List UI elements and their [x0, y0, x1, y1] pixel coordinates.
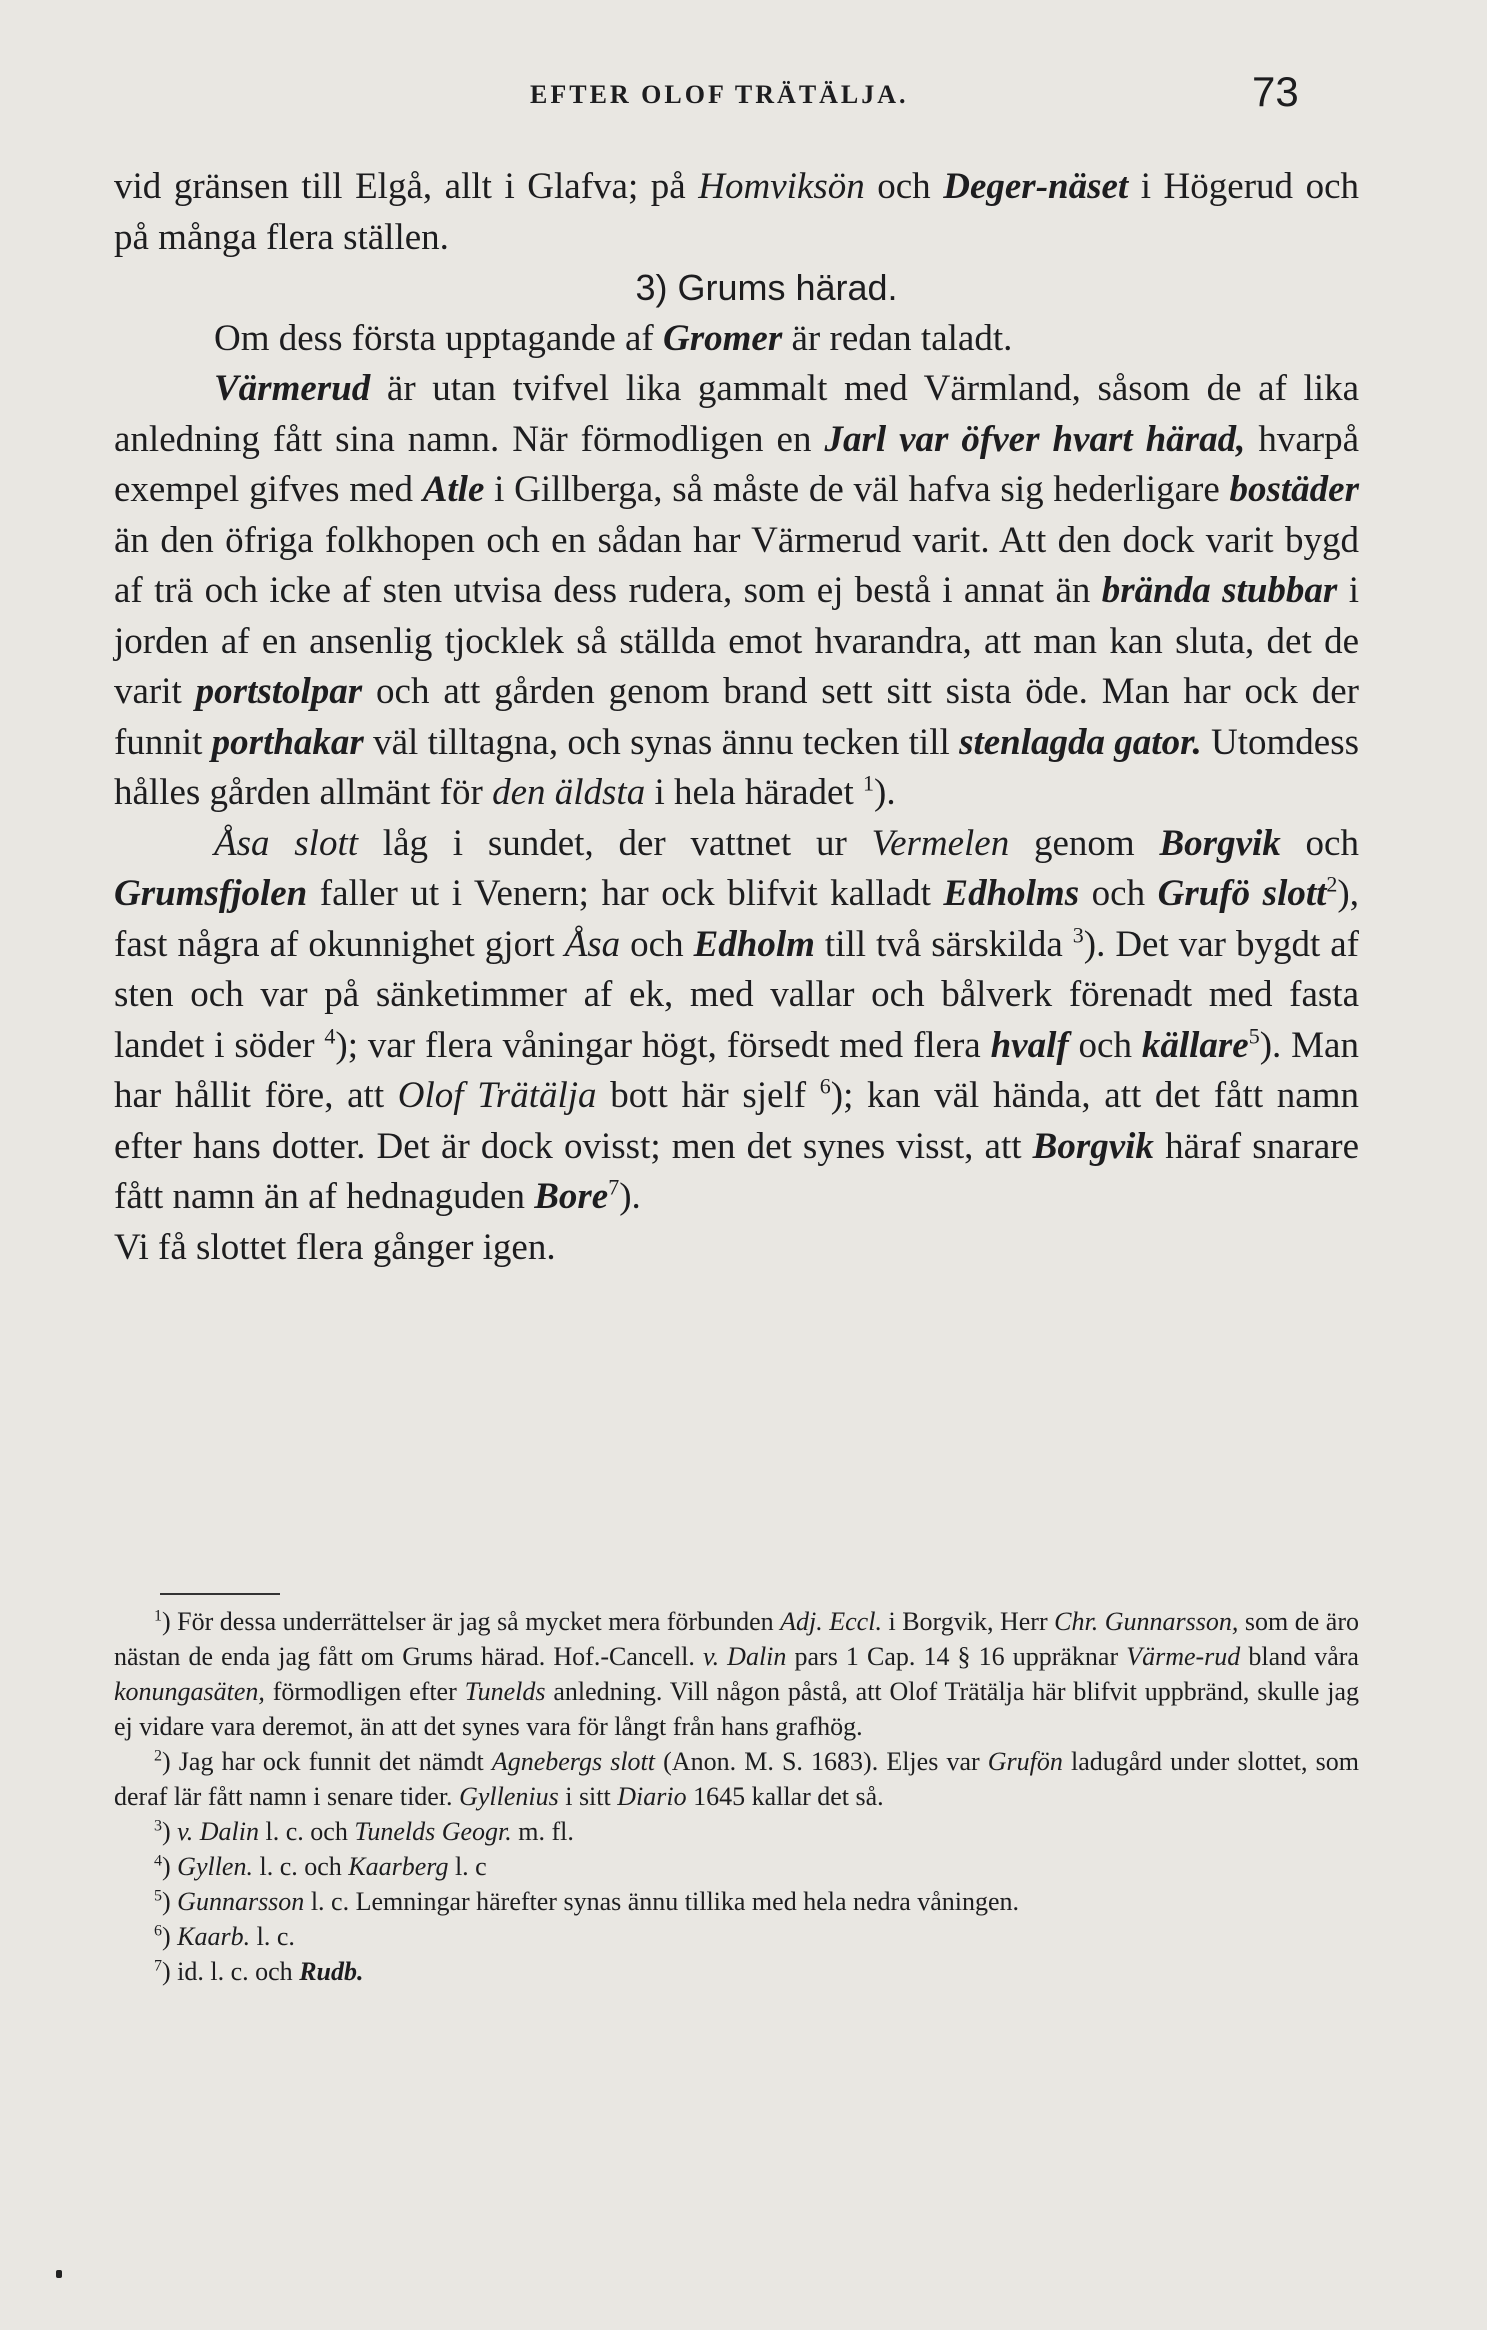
text-run: i Gillberga, så måste de väl hafva sig hederligare [484, 469, 1230, 510]
footnote-ref: 6 [819, 1073, 831, 1099]
text-run: ). Det var bygdt af sten och var på sänketimmer af ek, med vallar och bålverk förenadt med fasta landet i söder [114, 923, 1359, 1066]
emphasis: Olof Trätälja [397, 1075, 597, 1116]
text-run: är utan tvifvel lika gammalt med Värmland, såsom de af lika anledning fått sina namn. När förmodligen en [114, 368, 1359, 460]
text-run: och att gården genom brand sett sitt sista öde. Man har ock der funnit [114, 671, 1359, 763]
text-run: är redan taladt. [782, 317, 1013, 359]
emphasis: porthakar [211, 721, 364, 763]
emphasis: Kaarberg [348, 1852, 449, 1881]
emphasis: Vermelen [871, 822, 1010, 864]
emphasis: Tunelds Geogr. [354, 1817, 512, 1846]
emphasis: Jarl var öfver hvart härad, [824, 418, 1246, 460]
emphasis: den äldsta [492, 772, 646, 813]
running-head: EFTER OLOF TRÄTÄLJA. [530, 80, 909, 109]
text-run: än den öfriga folkhopen och en sådan har Värmerud varit. Att den dock varit bygd af trä och icke af sten utvisa dess rudera, som ej bestå i annat än [114, 519, 1359, 611]
footnote-number: 7 [154, 1957, 162, 1975]
emphasis: stenlagda gator. [959, 721, 1202, 763]
text-run: häraf snarare fått namn än af hednaguden [114, 1125, 1360, 1217]
section-heading: 3) Grums härad. [635, 267, 898, 308]
page-number: 73 [1252, 68, 1299, 115]
emphasis: Grumsfjolen [114, 873, 308, 914]
text-run: ), fast några af okunnighet gjort [114, 873, 1359, 965]
emphasis: Grufön [987, 1747, 1063, 1776]
text-run: Om dess första upptagande af [214, 317, 664, 359]
emphasis: Edholms [943, 873, 1080, 914]
page-header [0, 62, 1487, 122]
text-run: i Borgvik, Herr [881, 1607, 1055, 1636]
text-run: ) [162, 1852, 178, 1881]
text-run: ). [874, 772, 896, 813]
paragraph-4 [114, 819, 1359, 1223]
text-run: ) [162, 1922, 178, 1951]
text-run: 1645 kallar det så. [686, 1782, 884, 1811]
text-run: som de äro nästan de enda jag fått om Grums härad. Hof.-Cancell. [114, 1607, 1359, 1671]
emphasis: v. Dalin [702, 1642, 787, 1671]
text-run: l. c. och [252, 1852, 349, 1881]
footnote-ref: 1 [863, 770, 874, 796]
emphasis: bostäder [1229, 469, 1359, 510]
paragraph-5: Vi få slottet flera gånger igen. [114, 1226, 556, 1268]
text-run: i hela häradet [645, 772, 863, 813]
paragraph-3 [114, 364, 1359, 819]
emphasis: hvalf [990, 1024, 1069, 1066]
text-run: l. c. [250, 1922, 295, 1951]
text-run: och [1280, 822, 1359, 864]
text-run: (Anon. M. S. 1683). Eljes var [655, 1747, 988, 1776]
text-run: låg i sundet, der vattnet ur [358, 822, 872, 864]
emphasis: Edholm [693, 923, 815, 965]
footnote-number: 3 [154, 1817, 162, 1835]
text-run: l. c. Lemningar härefter synas ännu tillika med hela nedra våningen. [304, 1887, 1020, 1916]
text-run: i jorden af en ansenlig tjocklek så ställda emot hvarandra, att man kan sluta, det de varit [114, 570, 1360, 712]
text-run: och [620, 923, 694, 965]
emphasis: Gunnarsson [177, 1887, 305, 1916]
text-run: ). Man har hållit före, att [114, 1024, 1359, 1116]
text-run: i Högerud och på många flera ställen. [114, 166, 1359, 258]
footnote-ref: 4 [324, 1023, 336, 1049]
emphasis: Borgvik [1032, 1125, 1154, 1167]
footnote-number: 6 [154, 1922, 162, 1940]
text-run: genom [1009, 822, 1160, 864]
text-run: ); kan väl hända, att det fått namn efter hans dotter. Det är dock ovisst; men det synes visst, att [114, 1075, 1359, 1167]
ink-speck [56, 2270, 62, 2278]
text-run: Utomdess hålles gården allmänt för [114, 721, 1359, 813]
text-run: i sitt [558, 1782, 618, 1811]
emphasis: Tunelds [464, 1677, 546, 1706]
text-run: faller ut i Venern; har ock blifvit kalladt [307, 873, 944, 914]
text-run: ) [162, 1817, 178, 1846]
body-text [114, 162, 1359, 1273]
emphasis: Adj. Eccl. [780, 1607, 882, 1636]
footnotes [114, 1604, 1359, 1989]
text-run: ); var flera våningar högt, försedt med flera [335, 1024, 991, 1066]
emphasis: Gromer [663, 317, 783, 359]
footnote-7 [114, 1954, 1359, 1989]
emphasis: Agnebergs slott [491, 1747, 655, 1776]
emphasis: Atle [422, 469, 485, 510]
footnote-6 [114, 1919, 1359, 1954]
text-run: ). [619, 1176, 641, 1217]
footnote-number: 1 [154, 1607, 162, 1625]
emphasis: Bore [534, 1176, 609, 1217]
footnote-1 [114, 1604, 1359, 1744]
paragraph-1 [114, 162, 1359, 263]
text-run: ladugård under slottet, som deraf lär fått namn i senare tider. [114, 1747, 1359, 1811]
text-run: och [864, 166, 944, 207]
emphasis: Kaarb. [177, 1922, 251, 1951]
footnote-3 [114, 1814, 1359, 1849]
text-run: bland våra [1240, 1642, 1359, 1671]
emphasis: Rudb. [299, 1957, 364, 1986]
text-run: till två särskilda [814, 923, 1073, 965]
text-run: pars 1 Cap. 14 § 16 uppräknar [786, 1642, 1127, 1671]
text-run: och [1068, 1024, 1142, 1066]
emphasis: Åsa [564, 923, 621, 965]
footnote-ref: 3 [1072, 922, 1084, 948]
text-run: ) [162, 1887, 178, 1916]
text-run: vid gränsen till Elgå, allt i Glafva; på [114, 166, 699, 207]
place-name: Deger-näset [943, 166, 1129, 207]
emphasis: v. Dalin [177, 1817, 260, 1846]
emphasis: Gyllenius [459, 1782, 559, 1811]
emphasis: Åsa slott [214, 822, 359, 864]
emphasis: källare [1141, 1024, 1249, 1066]
footnote-ref: 2 [1326, 871, 1338, 897]
footnote-2 [114, 1744, 1359, 1814]
footnote-4 [114, 1849, 1359, 1884]
emphasis: Diario [617, 1782, 687, 1811]
text-run: hvarpå exempel gifves med [114, 418, 1359, 510]
footnote-ref: 5 [1248, 1023, 1260, 1049]
footnote-number: 2 [154, 1747, 162, 1765]
emphasis: Grufö slott [1157, 873, 1327, 914]
emphasis: brända stubbar [1101, 570, 1338, 611]
emphasis: konungasäten, [114, 1677, 265, 1706]
text-run: ) Jag har ock funnit det nämdt [162, 1747, 492, 1776]
text-run: väl tilltagna, och synas ännu tecken till [363, 721, 960, 763]
footnote-5 [114, 1884, 1359, 1919]
emphasis: Gyllen. [177, 1852, 253, 1881]
text-run: bott här sjelf [596, 1075, 820, 1116]
footnote-divider [160, 1593, 280, 1595]
place-name: Homviksön [698, 166, 865, 207]
paragraph-2 [114, 314, 1359, 365]
emphasis: Borgvik [1159, 822, 1281, 864]
emphasis: Värmerud [214, 368, 371, 409]
emphasis: Chr. Gunnarsson, [1054, 1607, 1239, 1636]
text-run: och [1079, 873, 1158, 914]
text-run: förmodligen efter [264, 1677, 465, 1706]
text-run: ) id. l. c. och [162, 1957, 300, 1986]
text-run: l. c. och [259, 1817, 355, 1846]
footnote-ref: 7 [608, 1174, 620, 1200]
emphasis: Värme-rud [1126, 1642, 1241, 1671]
footnote-number: 5 [154, 1887, 162, 1905]
text-run: l. c [448, 1852, 487, 1881]
emphasis: portstolpar [195, 671, 363, 712]
text-run: anledning. Vill någon påstå, att Olof Trätälja här blifvit uppbränd, skulle jag ej vidare vara deremot, än att det synes vara för långt från hans grafhög. [114, 1677, 1359, 1741]
footnote-number: 4 [154, 1852, 162, 1870]
text-run: m. fl. [511, 1817, 574, 1846]
text-run: ) För dessa underrättelser är jag så mycket mera förbunden [162, 1607, 781, 1636]
